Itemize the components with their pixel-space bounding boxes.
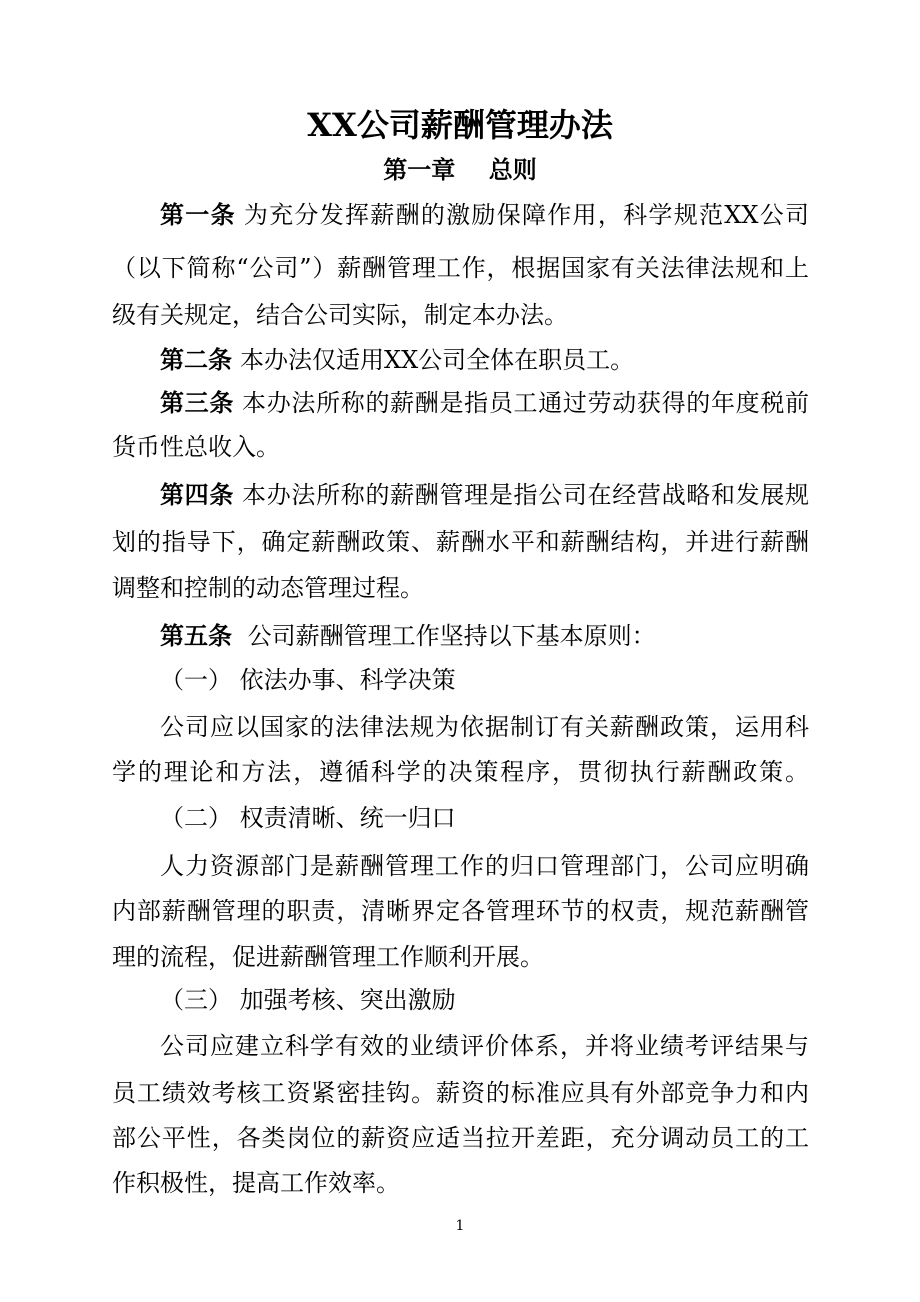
- text-line: [112, 252, 809, 284]
- text-line: [160, 664, 809, 696]
- text-line: [112, 1122, 809, 1154]
- text-line: [112, 526, 809, 558]
- line-text: 级有关规定，结合公司实际，制定本办法。: [112, 301, 568, 329]
- text-line: [112, 1167, 809, 1199]
- text-line: [160, 1030, 809, 1062]
- line-text: 公司应建立科学有效的业绩评价体系，并将业绩考评结果与: [160, 1032, 809, 1060]
- text-line: [160, 199, 809, 231]
- line-text: 公司薪酬管理工作坚持以下基本原则：: [240, 622, 656, 650]
- text-line: [160, 479, 809, 511]
- text-line: [112, 941, 809, 973]
- line-text: 本办法所称的薪酬管理是指公司在经营战略和发展规: [242, 481, 810, 509]
- text-line: [160, 620, 809, 652]
- article-number: 第二条: [160, 345, 232, 374]
- text-line: [160, 984, 809, 1016]
- text-line: [160, 802, 809, 834]
- line-text: 本办法仅适用XX公司全体在职员工。: [240, 346, 635, 374]
- line-text: 学的理论和方法，遵循科学的决策程序，贯彻执行薪酬政策。: [112, 758, 809, 786]
- line-text: （以下简称“公司”）薪酬管理工作，根据国家有关法律法规和上: [112, 254, 809, 282]
- line-text: 货币性总收入。: [112, 433, 280, 461]
- text-line: [112, 299, 809, 331]
- article-number: 第一条: [160, 200, 236, 229]
- line-text: 划的指导下，确定薪酬政策、薪酬水平和薪酬结构，并进行薪酬: [112, 528, 809, 556]
- line-text: 作积极性，提高工作效率。: [112, 1169, 400, 1197]
- line-text: 部公平性，各类岗位的薪资应适当拉开差距，充分调动员工的工: [112, 1124, 809, 1152]
- text-line: [160, 387, 809, 419]
- document-title: XX公司薪酬管理办法: [307, 106, 613, 144]
- page-number: 1: [455, 1218, 465, 1234]
- text-line: [112, 431, 809, 463]
- line-text: （二） 权责清晰、统一归口: [160, 804, 456, 832]
- line-text: 内部薪酬管理的职责，清晰界定各管理环节的权责，规范薪酬管: [112, 897, 809, 925]
- text-line: [160, 711, 809, 743]
- line-text: 员工绩效考核工资紧密挂钩。薪资的标准应具有外部竞争力和内: [112, 1079, 809, 1107]
- text-line: [112, 756, 809, 788]
- text-line: [160, 850, 809, 882]
- text-line: [112, 1077, 809, 1109]
- line-text: 公司应以国家的法律法规为依据制订有关薪酬政策，运用科: [160, 713, 809, 741]
- line-text: 为充分发挥薪酬的激励保障作用，科学规范XX公司: [243, 201, 810, 229]
- article-number: 第三条: [160, 388, 235, 417]
- text-line: [112, 572, 809, 604]
- line-text: （一） 依法办事、科学决策: [160, 666, 456, 694]
- article-number: 第五条: [160, 621, 232, 650]
- line-text: 理的流程，促进薪酬管理工作顺利开展。: [112, 943, 544, 971]
- text-line: [112, 895, 809, 927]
- text-line: [160, 344, 809, 376]
- article-number: 第四条: [160, 480, 235, 509]
- line-text: 人力资源部门是薪酬管理工作的归口管理部门，公司应明确: [160, 852, 809, 880]
- chapter-heading: 第一章 总则: [383, 155, 537, 184]
- line-text: 本办法所称的薪酬是指员工通过劳动获得的年度税前: [242, 389, 810, 417]
- line-text: 调整和控制的动态管理过程。: [112, 574, 424, 602]
- line-text: （三） 加强考核、突出激励: [160, 986, 456, 1014]
